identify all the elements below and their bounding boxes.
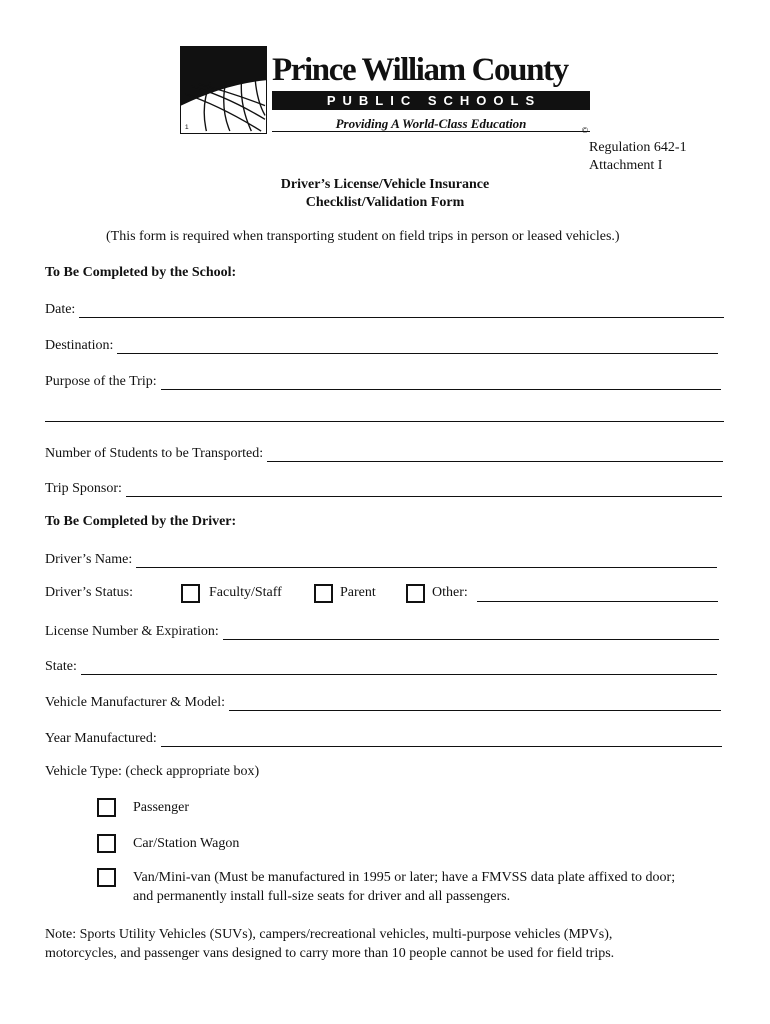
form-title-line2: Checklist/Validation Form — [305, 195, 465, 210]
station-wagon-checkbox[interactable] — [97, 834, 116, 853]
station-wagon-label: Car/Station Wagon — [133, 836, 240, 851]
van-option[interactable] — [97, 868, 737, 906]
van-label-line2: and permanently install full-size seats for driver and all passengers. — [133, 889, 511, 904]
driver-status-row — [45, 580, 720, 606]
other-label: Other: — [432, 585, 468, 600]
van-label-line1: Van/Mini-van (Must be manufactured in 1995 or later; have a FMVSS data plate affixed to door; — [133, 870, 676, 885]
faculty-staff-checkbox[interactable] — [181, 584, 200, 603]
vehicle-model-field[interactable] — [45, 691, 721, 711]
form-intro: (This form is required when transporting student on field trips in person or leased vehicles.) — [106, 229, 620, 244]
purpose-label: Purpose of the Trip: — [45, 374, 157, 389]
van-label — [133, 868, 675, 906]
school-logo — [180, 46, 592, 140]
note-line1: Note: Sports Utility Vehicles (SUVs), campers/recreational vehicles, multi-purpose vehicles (MPVs), — [45, 927, 613, 942]
faculty-staff-label: Faculty/Staff — [209, 585, 282, 600]
date-field[interactable] — [45, 298, 724, 318]
year-input-line[interactable] — [161, 733, 722, 747]
passenger-checkbox[interactable] — [97, 798, 116, 817]
state-label: State: — [45, 659, 77, 674]
note-line2: motorcycles, and passenger vans designed to carry more than 10 people cannot be used for field trips. — [45, 946, 615, 961]
copyright-mark: © — [582, 126, 588, 135]
vehicle-model-input-line[interactable] — [229, 697, 721, 711]
date-input-line[interactable] — [79, 304, 724, 318]
license-label: License Number & Expiration: — [45, 624, 219, 639]
logo-subtitle-bar: PUBLIC SCHOOLS — [272, 91, 590, 110]
regulation-reference — [589, 139, 687, 175]
students-count-label: Number of Students to be Transported: — [45, 446, 264, 461]
van-checkbox[interactable] — [97, 868, 116, 887]
globe-emblem-icon — [180, 46, 267, 134]
other-option[interactable] — [406, 580, 468, 606]
driver-name-label: Driver’s Name: — [45, 552, 133, 567]
parent-option[interactable] — [314, 580, 376, 606]
license-input-line[interactable] — [223, 626, 719, 640]
destination-field[interactable] — [45, 334, 718, 354]
logo-tagline: Providing A World-Class Education — [272, 115, 590, 132]
year-label: Year Manufactured: — [45, 731, 157, 746]
driver-name-input-line[interactable] — [136, 554, 717, 568]
date-label: Date: — [45, 302, 76, 317]
destination-label: Destination: — [45, 338, 114, 353]
school-section-heading: To Be Completed by the School: — [45, 265, 237, 280]
passenger-option[interactable] — [97, 798, 189, 817]
state-field[interactable] — [45, 655, 717, 675]
station-wagon-option[interactable] — [97, 834, 239, 853]
destination-input-line[interactable] — [117, 340, 718, 354]
driver-name-field[interactable] — [45, 548, 717, 568]
other-checkbox[interactable] — [406, 584, 425, 603]
purpose-input-line[interactable] — [161, 376, 721, 390]
parent-checkbox[interactable] — [314, 584, 333, 603]
trip-sponsor-label: Trip Sponsor: — [45, 481, 122, 496]
driver-status-label: Driver’s Status: — [45, 585, 134, 600]
purpose-continuation-line[interactable] — [45, 421, 724, 422]
logo-district-name: Prince William County — [272, 52, 568, 88]
svg-text:1: 1 — [184, 124, 189, 132]
other-status-input-line[interactable] — [477, 601, 718, 602]
students-count-input-line[interactable] — [267, 448, 723, 462]
field-trip-note — [45, 925, 735, 963]
trip-sponsor-field[interactable] — [45, 477, 722, 497]
license-field[interactable] — [45, 620, 719, 640]
year-field[interactable] — [45, 727, 722, 747]
trip-sponsor-input-line[interactable] — [126, 483, 722, 497]
purpose-field[interactable] — [45, 370, 721, 390]
faculty-staff-option[interactable] — [181, 580, 282, 606]
regulation-number: Regulation 642-1 — [589, 140, 687, 155]
state-input-line[interactable] — [81, 661, 717, 675]
vehicle-type-label: Vehicle Type: (check appropriate box) — [45, 764, 260, 779]
attachment-label: Attachment I — [589, 158, 663, 173]
vehicle-model-label: Vehicle Manufacturer & Model: — [45, 695, 225, 710]
parent-label: Parent — [340, 585, 376, 600]
students-count-field[interactable] — [45, 442, 723, 462]
form-title-line1: Driver’s License/Vehicle Insurance — [280, 177, 490, 192]
passenger-label: Passenger — [133, 800, 189, 815]
driver-section-heading: To Be Completed by the Driver: — [45, 514, 237, 529]
